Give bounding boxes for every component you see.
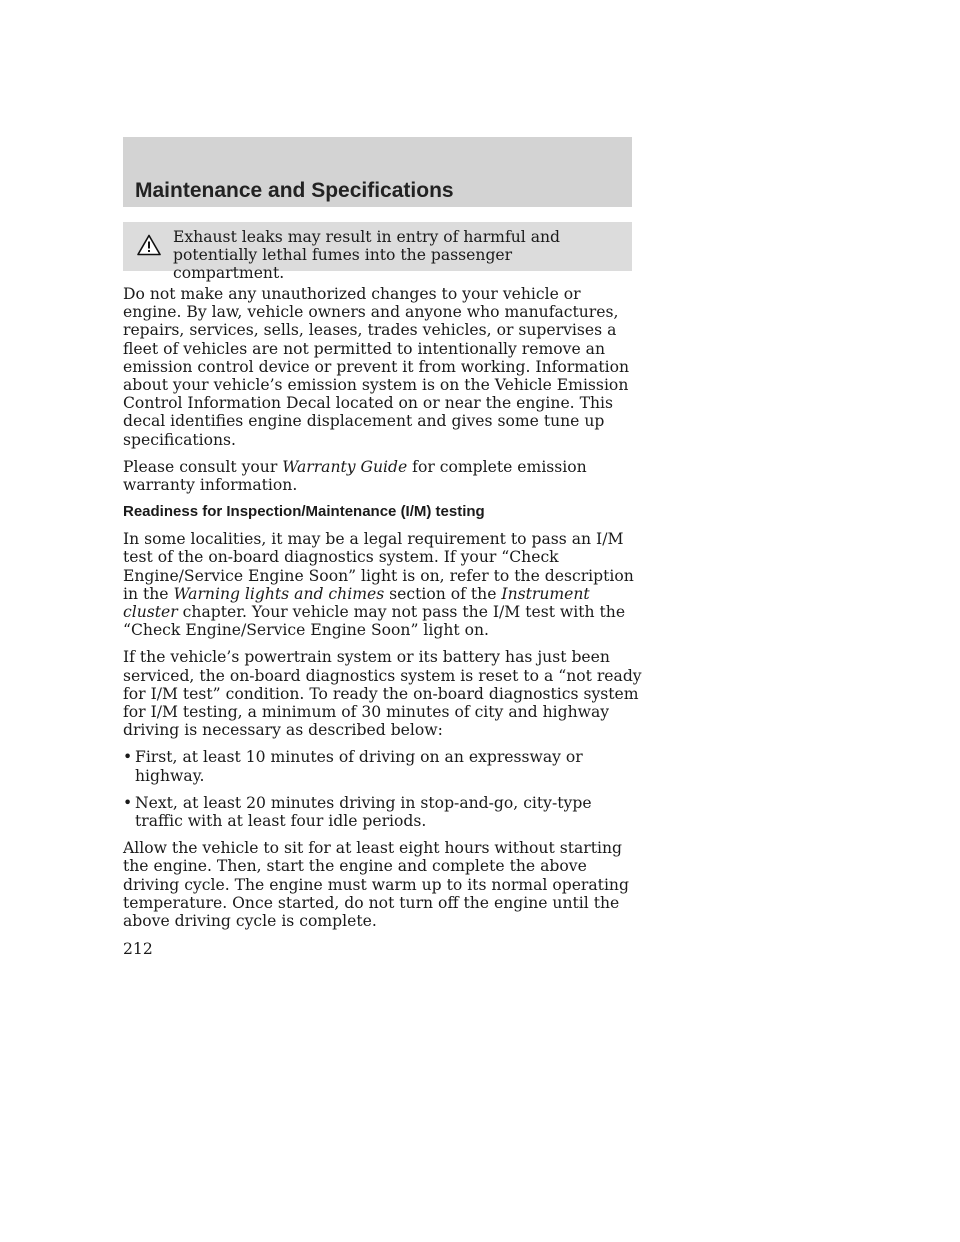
bullet-icon: •	[123, 748, 133, 767]
warranty-guide-reference: Warranty Guide	[282, 457, 408, 476]
list-item	[123, 748, 643, 784]
warranty-text-start: Please consult your	[123, 457, 283, 476]
list-item-text: Next, at least 20 minutes driving in stop-and-go, city-type traffic with at least four idle periods.	[135, 793, 592, 831]
warning-box	[123, 222, 632, 282]
warning-text: Exhaust leaks may result in entry of harmful and potentially lethal fumes into the passenger compartment.	[173, 228, 561, 282]
list-item-text: First, at least 10 minutes of driving on an expressway or highway.	[135, 748, 583, 785]
list-item	[123, 794, 643, 830]
section-title: Maintenance and Specifications	[135, 179, 454, 202]
warning-triangle-icon	[137, 234, 161, 256]
page-content	[123, 285, 643, 939]
im-test-text-3: chapter. Your vehicle may not pass the I/M test with the “Check Engine/Service Engine Soon” light on.	[123, 603, 626, 640]
paragraph-driving-cycle: Allow the vehicle to sit for at least eight hours without starting the engine. Then, start the engine and complete the above driving cycle. The engine must warm up to its normal operating temperature. Once started, do not turn off the engine until the above driving cycle is complete.	[123, 839, 629, 931]
paragraph-warranty	[123, 458, 643, 494]
section-header	[123, 137, 632, 207]
paragraph-powertrain: If the vehicle’s powertrain system or its battery has just been serviced, the on-board diagnostics system is reset to a “not ready for I/M test” condition. To ready the on-board diagnostics system for I/M testing, a minimum of 30 minutes of city and highway driving is necessary as described below:	[123, 648, 642, 740]
im-test-text-1: In some localities, it may be a legal requirement to pass an I/M test of the on-board diagnostics system. If your “Check Engine/Service Engine Soon” light is on, refer to the description in the	[123, 530, 634, 603]
instrument-cluster-reference: Instrument cluster	[123, 584, 590, 622]
warning-lights-reference: Warning lights and chimes	[173, 584, 385, 603]
paragraph-emission-rules: Do not make any unauthorized changes to your vehicle or engine. By law, vehicle owners and anyone who manufactures, repairs, services, sells, leases, trades vehicles, or supervises a fleet of vehicles are not permitted to intentionally remove an emission control device or prevent it from working. Information about your vehicle’s emission system is on the Vehicle Emission Control Information Decal located on or near the engine. This decal identifies engine displacement and gives some tune up specifications.	[123, 285, 630, 449]
paragraph-im-test	[123, 530, 643, 639]
im-test-text-2: section of the	[384, 584, 502, 603]
warranty-text-end: for complete emission warranty information.	[123, 457, 587, 495]
section-heading: Readiness for Inspection/Maintenance (I/M) testing	[123, 503, 485, 521]
page-number: 212	[123, 940, 153, 958]
bullet-icon: •	[123, 793, 133, 812]
